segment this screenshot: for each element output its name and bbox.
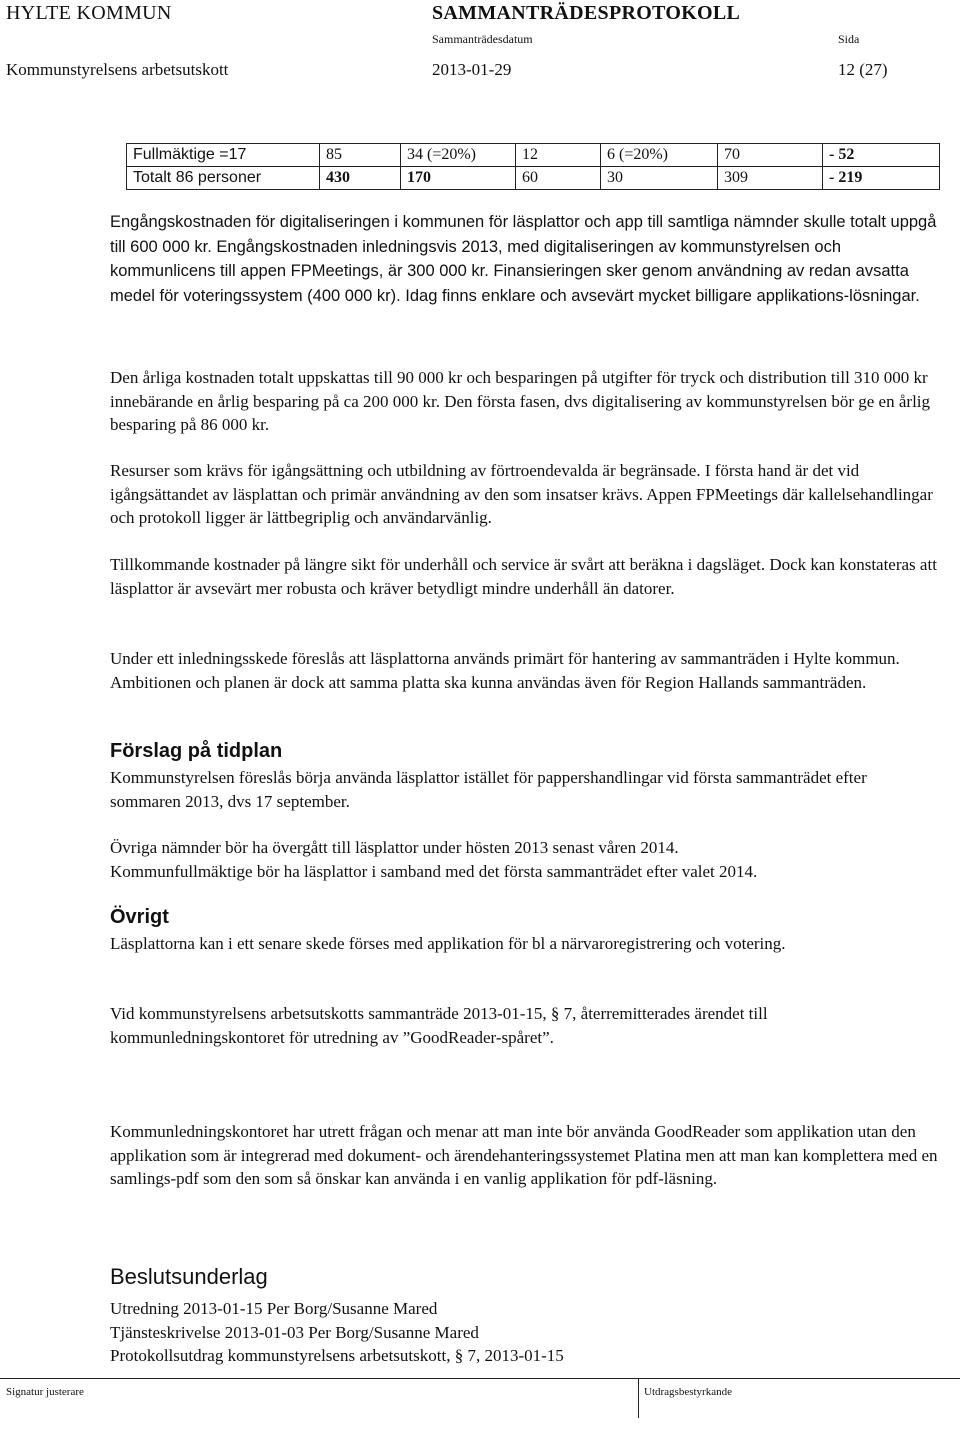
paragraph-timeline	[110, 836, 940, 883]
heading-beslutsunderlag: Beslutsunderlag	[110, 1264, 268, 1289]
signature-label: Signatur justerare	[6, 1386, 84, 1398]
table-cell: 60	[516, 167, 601, 190]
paragraph-text: Tillkommande kostnader på längre sikt för underhåll och service är svårt att beräkna i dagsläget. Dock kan konstateras att läsplattor är avsevärt mer robusta och kräver betydligt mindre underhåll än datorer.	[110, 555, 937, 598]
list-item: Tjänsteskrivelse 2013-01-03 Per Borg/Susanne Mared	[110, 1322, 479, 1342]
footer-column-divider	[638, 1378, 639, 1418]
paragraph-ovrigt	[110, 932, 940, 956]
paragraph-initial-phase	[110, 647, 940, 694]
paragraph-annual-cost	[110, 366, 940, 437]
committee-name: Kommunstyrelsens arbetsutskott	[6, 60, 229, 79]
page-number: 12 (27)	[838, 60, 888, 79]
table-cell: Totalt 86 personer	[127, 167, 320, 190]
table-cell: 30	[601, 167, 718, 190]
heading-tidplan: Förslag på tidplan	[110, 740, 283, 762]
paragraph-future-costs	[110, 553, 940, 600]
paragraph-referral	[110, 1002, 940, 1049]
table-row	[127, 144, 940, 167]
table-cell: - 219	[823, 167, 940, 190]
meeting-date: 2013-01-29	[432, 60, 512, 79]
table-cell: 6 (=20%)	[601, 144, 718, 167]
table-cell: 85	[320, 144, 401, 167]
paragraph-text: Kommunfullmäktige bör ha läsplattor i samband med det första sammanträdet efter valet 2014.	[110, 861, 758, 881]
paragraph-text: Kommunledningskontoret har utrett frågan och menar att man inte bör använda GoodReader som applikation utan den applikation som är integrerad med dokument- och ärendehanteringssystemet Platina men att man kan komplettera med en samlings-pdf som den som så önskar kan använda i en vanlig applikation för pdf-läsning.	[110, 1122, 938, 1188]
attest-label: Utdragsbestyrkande	[644, 1386, 732, 1398]
table-cell: 309	[718, 167, 823, 190]
table-cell: 70	[718, 144, 823, 167]
table-cell: 170	[401, 167, 516, 190]
municipality-name: HYLTE KOMMUN	[6, 2, 172, 24]
paragraph-text: Läsplattorna kan i ett senare skede förses med applikation för bl a närvaroregistrering och votering.	[110, 934, 786, 953]
table-cell: - 52	[823, 144, 940, 167]
paragraph-goodreader	[110, 1120, 940, 1191]
paragraph-resources	[110, 459, 940, 530]
paragraph-tidplan	[110, 766, 940, 813]
paragraph-text: Resurser som krävs för igångsättning och utbildning av förtroendevalda är begränsade. I första hand är det vid igångsättandet av läsplattan och primär användning av den som insatser krävs. Appen FPMeetings där kallelsehandlingar och protokoll ligger är lättbegriplig och användarvänlig.	[110, 461, 933, 527]
paragraph-text: Kommunstyrelsen föreslås börja använda läsplattor istället för pappershandlingar vid första sammanträdet efter sommaren 2013, dvs 17 september.	[110, 768, 867, 811]
paragraph-text: Den årliga kostnaden totalt uppskattas till 90 000 kr och besparingen på utgifter för tryck och distribution till 310 000 kr innebärande en årlig besparing på ca 200 000 kr. Den första fasen, dvs digitalisering av kommunstyrelsen bör ge en årlig besparing på 86 000 kr.	[110, 368, 931, 434]
reference-list	[110, 1297, 940, 1368]
table-cell: Fullmäktige =17	[127, 144, 320, 167]
date-label: Sammanträdesdatum	[432, 32, 533, 46]
list-item: Utredning 2013-01-15 Per Borg/Susanne Mared	[110, 1299, 438, 1318]
paragraph-text: Engångskostnaden för digitaliseringen i kommunen för läsplattor och app till samtliga nämnder skulle totalt uppgå till 600 000 kr. Engångskostnaden inledningsvis 2013, med digitaliseringen av kommunstyrelsen och kommunlicens till appen FPMeetings, är 300 000 kr. Finansieringen sker genom användning av redan avsatta medel för voteringssystem (400 000 kr). Idag finns enklare och avsevärt mycket billigare applikations-lösningar.	[110, 213, 937, 305]
table-cell: 34 (=20%)	[401, 144, 516, 167]
table-row	[127, 167, 940, 190]
list-item: Protokollsutdrag kommunstyrelsens arbetsutskott, § 7, 2013-01-15	[110, 1346, 564, 1365]
vote-table	[126, 143, 940, 190]
document-type: SAMMANTRÄDESPROTOKOLL	[432, 2, 741, 24]
paragraph-text: Vid kommunstyrelsens arbetsutskotts sammanträde 2013-01-15, § 7, återremitterades ärendet till kommunledningskontoret för utredning av ”GoodReader-spåret”.	[110, 1004, 768, 1047]
page-label: Sida	[838, 32, 860, 46]
paragraph-cost	[110, 210, 940, 308]
table-cell: 12	[516, 144, 601, 167]
heading-ovrigt: Övrigt	[110, 906, 169, 928]
paragraph-text: Under ett inledningsskede föreslås att läsplattorna används primärt för hantering av sammanträden i Hylte kommun. Ambitionen och planen är dock att samma platta ska kunna användas även för Region Hallands sammanträden.	[110, 649, 900, 692]
paragraph-text: Övriga nämnder bör ha övergått till läsplattor under hösten 2013 senast våren 2014.	[110, 838, 679, 857]
table-cell: 430	[320, 167, 401, 190]
footer-divider	[0, 1378, 960, 1379]
